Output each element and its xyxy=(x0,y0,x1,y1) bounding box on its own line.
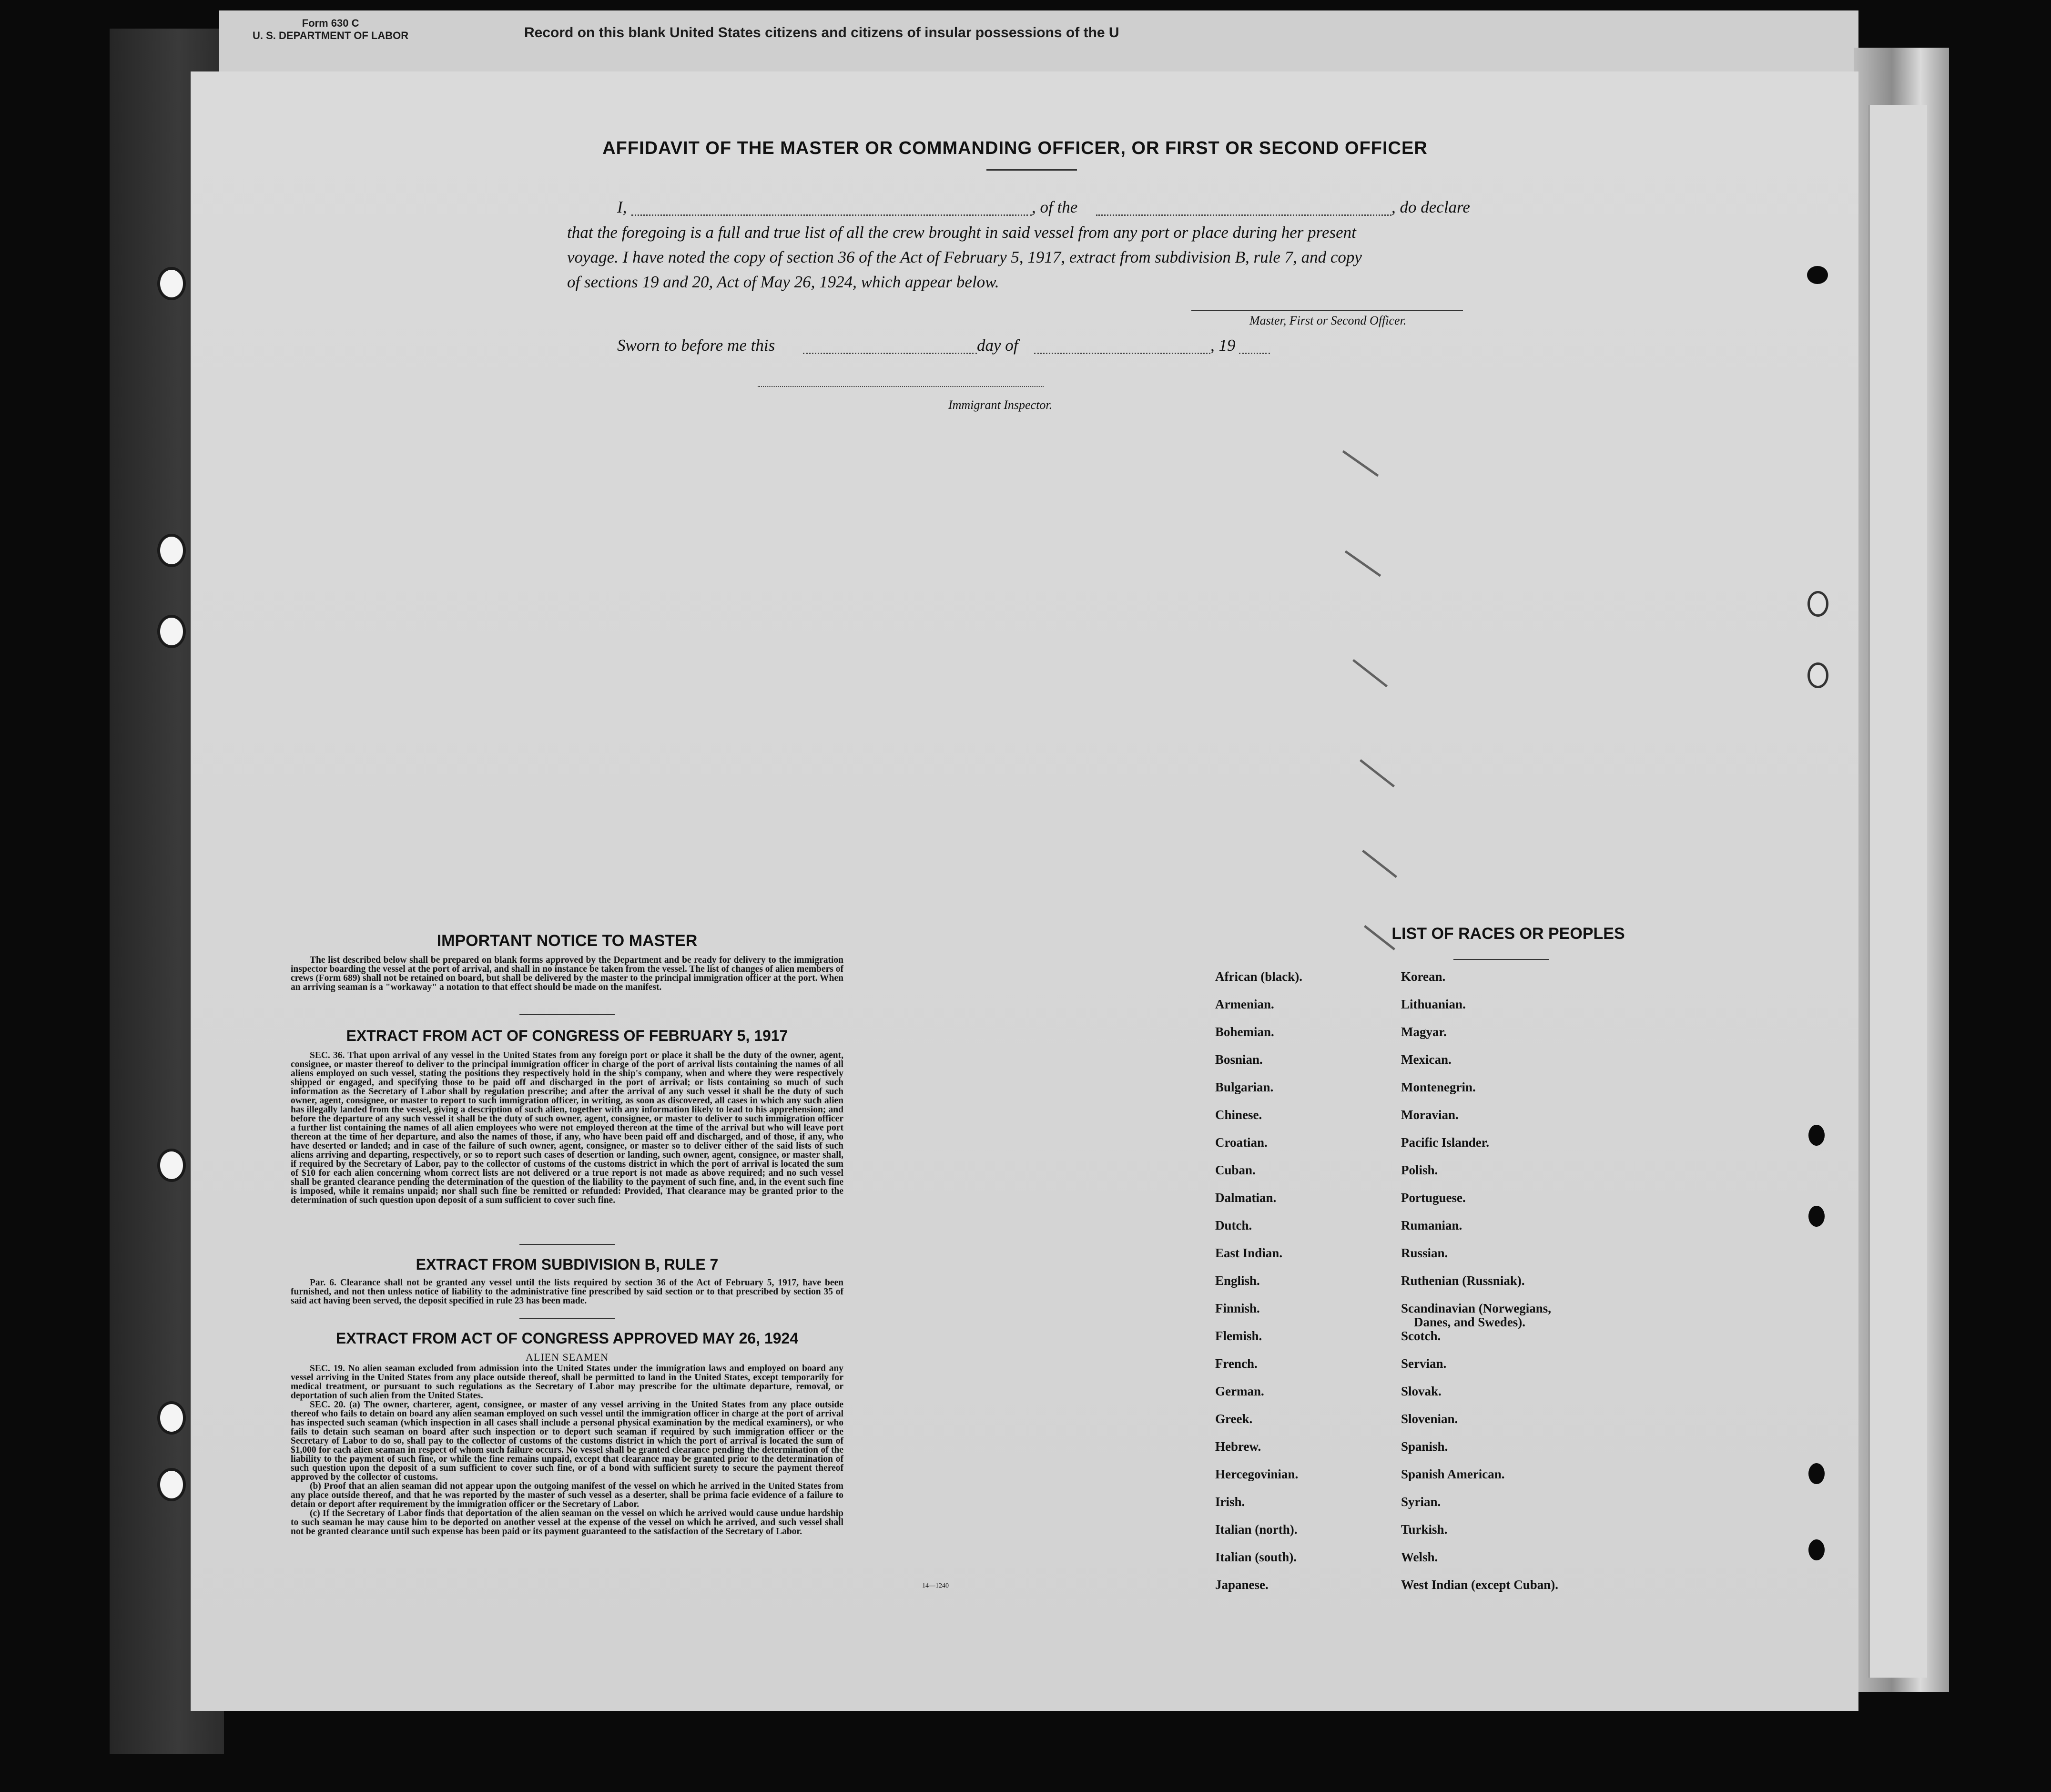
race-item: Russian. xyxy=(1401,1246,1448,1260)
punch-hole xyxy=(1808,1206,1825,1227)
race-item: Bulgarian. xyxy=(1215,1080,1274,1094)
extract-1924-title: EXTRACT FROM ACT OF CONGRESS APPROVED MAY 26, 1924 xyxy=(335,1330,799,1347)
punch-hole xyxy=(1808,1463,1825,1484)
race-item: Syrian. xyxy=(1401,1495,1441,1509)
extract-rule7-title: EXTRACT FROM SUBDIVISION B, RULE 7 xyxy=(416,1256,719,1273)
race-item: Korean. xyxy=(1401,969,1446,984)
master-signature-line xyxy=(1191,310,1463,311)
extract-rule7-text xyxy=(291,1278,843,1305)
affidavit-line-4: of sections 19 and 20, Act of May 26, 1924, which appear below. xyxy=(567,273,999,291)
races-title: LIST OF RACES OR PEOPLES xyxy=(1391,925,1625,943)
punch-hole xyxy=(1807,591,1828,617)
ditto-mark xyxy=(1345,550,1381,577)
affidavit-line-2: that the foregoing is a full and true list of all the crew brought in said vessel from any port or place during her present xyxy=(567,223,1356,242)
notice-title: IMPORTANT NOTICE TO MASTER xyxy=(437,932,698,950)
race-item: Welsh. xyxy=(1401,1550,1438,1564)
race-item: Lithuanian. xyxy=(1401,997,1466,1011)
race-item: Spanish. xyxy=(1401,1439,1448,1454)
race-item: Rumanian. xyxy=(1401,1218,1462,1232)
punch-hole xyxy=(1808,1125,1825,1146)
race-item: German. xyxy=(1215,1384,1264,1398)
race-item: Chinese. xyxy=(1215,1108,1262,1122)
race-item: Dalmatian. xyxy=(1215,1191,1277,1205)
races-right-column xyxy=(1401,970,1735,1606)
race-item: Bohemian. xyxy=(1215,1025,1274,1039)
race-item: Finnish. xyxy=(1215,1301,1260,1315)
binder-hole xyxy=(157,267,186,300)
race-item: Flemish. xyxy=(1215,1329,1262,1343)
affidavit-title: AFFIDAVIT OF THE MASTER OR COMMANDING OFFICER, OR FIRST OR SECOND OFFICER xyxy=(602,138,1428,158)
binder-hole xyxy=(157,1149,186,1182)
section-19-paragraph: SEC. 19. No alien seaman excluded from admission into the United States under the immigration laws and employed on board any vessel arriving in the United States from any place outside thereof, shall be permitted to land in the United States, except temporarily for medical treatment, or pursuant to such regulations as the Secretary of Labor may prescribe for the ultimate departure, removal, or deportation of such alien from the United States. xyxy=(291,1364,843,1401)
ditto-mark xyxy=(1352,659,1388,687)
binder-hole xyxy=(157,1401,186,1435)
affidavit-line-3: voyage. I have noted the copy of section 36 of the Act of February 5, 1917, extract from subdivision B, rule 7, and copy xyxy=(567,248,1362,266)
notice-paragraph: The list described below shall be prepared on blank forms approved by the Department and be ready for delivery to the immigration inspector boarding the vessel at the port of arrival, and shall in no instance be taken from the vessel. The list of changes of alien members of crews (Form 689) shall not be retained on board, but shall be delivered by the master to the principal immigration officer at the port. When an arriving seaman is a "workaway" a notation to that effect should be made on the manifest. xyxy=(291,955,843,992)
race-item: Cuban. xyxy=(1215,1163,1256,1177)
races-title-underline xyxy=(1453,959,1549,960)
month-blank xyxy=(1034,353,1210,354)
section-divider xyxy=(519,1318,615,1319)
affidavit-page xyxy=(191,71,1858,1711)
title-underline xyxy=(986,169,1077,171)
sworn-day-blank xyxy=(803,353,977,354)
section-divider xyxy=(519,1014,615,1015)
race-item: English. xyxy=(1215,1273,1260,1288)
ditto-mark xyxy=(1362,850,1397,878)
race-item: Greek. xyxy=(1215,1412,1253,1426)
race-item: Japanese. xyxy=(1215,1578,1269,1592)
vessel-blank-line xyxy=(1096,214,1391,216)
ditto-mark xyxy=(1360,759,1395,787)
affidavit-of-the: , of the xyxy=(1032,198,1078,216)
binder-hole xyxy=(157,534,186,567)
race-item: Polish. xyxy=(1401,1163,1438,1177)
race-item: Slovenian. xyxy=(1401,1412,1458,1426)
binder-hole xyxy=(157,615,186,648)
affidavit-do-declare: , do declare xyxy=(1391,198,1470,216)
race-item: East Indian. xyxy=(1215,1246,1283,1260)
race-item: Servian. xyxy=(1401,1356,1447,1371)
race-item: Irish. xyxy=(1215,1495,1245,1509)
punch-hole xyxy=(1807,266,1828,284)
race-item: Slovak. xyxy=(1401,1384,1442,1398)
form-department: U. S. DEPARTMENT OF LABOR xyxy=(253,30,409,41)
section-36-paragraph: SEC. 36. That upon arrival of any vessel in the United States from any foreign port or place it shall be the duty of the owner, agent, consignee, or master thereof to deliver to the principal immigration officer in charge of the port of arrival lists containing the names of all aliens employed on such vessel, stating the positions they respectively hold in the ship's company, when and where they were respectively shipped or engaged, and specifying those to be paid off and discharged in the port of arrival; or lists containing so much of such information as the Secretary of Labor shall by regulation prescribe; and after the arrival of any such vessel it shall be the duty of such owner, agent, consignee, or master to report to such immigration officer, in writing, as soon as discovered, all cases in which any such alien has illegally landed from the vessel, giving a description of such alien, together with any information likely to lead to his apprehension; and before the departure of any such vessel it shall be the duty of such owner, agent, consignee, or master to deliver to such immigration officer a further list containing the names of all alien employees who were not employed thereon at the time of the arrival but who will leave port thereon at the time of her departure, and also the names of those, if any, who have been paid off and discharged, and of those, if any, who have deserted or landed; and in case of the failure of such owner, agent, consignee, or master so to deliver either of the said lists of such aliens arriving and departing, respectively, or so to report such cases of desertion or landing, such owner, agent, consignee, or master shall, if required by the Secretary of Labor, pay to the collector of customs of the customs district in which the port of arrival is located the sum of $10 for each alien concerning whom correct lists are not delivered or a true report is not made as above required; and no such vessel shall be granted clearance pending the determination of the question of the liability to the payment of such fine, and, in the event such fine is imposed, while it remains unpaid; nor shall such fine be remitted or refunded: Provided, That clearance may be granted prior to the determination of such question upon deposit of a sum sufficient to cover such fine. xyxy=(291,1050,843,1205)
extract-1924-text xyxy=(291,1364,843,1536)
race-item: Montenegrin. xyxy=(1401,1080,1476,1094)
inspector-caption: Immigrant Inspector. xyxy=(948,398,1053,412)
race-item: Bosnian. xyxy=(1215,1052,1263,1067)
race-item: French. xyxy=(1215,1356,1258,1371)
master-signature-caption: Master, First or Second Officer. xyxy=(1249,314,1407,327)
notice-text xyxy=(291,956,843,992)
binder-hole xyxy=(157,1468,186,1501)
race-item: Mexican. xyxy=(1401,1052,1452,1067)
race-item: Scotch. xyxy=(1401,1329,1441,1343)
punch-hole xyxy=(1808,1539,1825,1560)
sworn-label: Sworn to before me this xyxy=(617,336,775,355)
extract-1917-text xyxy=(291,1051,843,1205)
race-item: Scandinavian (Norwegians, Danes, and Swedes). xyxy=(1401,1301,1552,1329)
print-code: 14—1240 xyxy=(922,1582,949,1589)
race-item: Armenian. xyxy=(1215,997,1274,1011)
race-item: Croatian. xyxy=(1215,1135,1268,1150)
punch-hole xyxy=(1807,662,1828,688)
race-item: Italian (north). xyxy=(1215,1522,1298,1537)
year-blank xyxy=(1239,353,1270,354)
form-number: Form 630 C xyxy=(302,17,359,29)
inspector-signature-line xyxy=(758,386,1044,387)
alien-seamen-subtitle: ALIEN SEAMEN xyxy=(526,1351,609,1363)
form-number-block xyxy=(253,17,408,42)
section-20c-paragraph: (c) If the Secretary of Labor finds that deportation of the alien seaman on the vessel on which he arrived would cause undue hardship to such seaman he may cause him to be deported on another vessel at the expense of the vessel on which he arrived, and such vessel shall not be granted clearance until such expense has been paid or its payment guaranteed to the satisfaction of the Secretary of Labor. xyxy=(291,1508,843,1537)
affidavit-i: I, xyxy=(617,198,627,216)
ditto-mark xyxy=(1342,450,1379,477)
extract-1917-title: EXTRACT FROM ACT OF CONGRESS OF FEBRUARY 5, 1917 xyxy=(346,1027,788,1044)
race-item: Hebrew. xyxy=(1215,1439,1261,1454)
race-item: Ruthenian (Russniak). xyxy=(1401,1273,1525,1288)
race-item: Dutch. xyxy=(1215,1218,1252,1232)
race-item: West Indian (except Cuban). xyxy=(1401,1578,1559,1592)
form-record-text: Record on this blank United States citizens and citizens of insular possessions of the U xyxy=(524,25,1119,41)
race-item: Pacific Islander. xyxy=(1401,1135,1489,1150)
race-item: Portuguese. xyxy=(1401,1191,1466,1205)
name-blank-line xyxy=(631,214,1032,216)
stacked-page-edge-inner xyxy=(1868,105,1927,1678)
race-item: Spanish American. xyxy=(1401,1467,1505,1481)
race-item: Turkish. xyxy=(1401,1522,1448,1537)
section-20a-paragraph: SEC. 20. (a) The owner, charterer, agent, consignee, or master of any vessel arriving in the United States from any place outside thereof who fails to detain on board any alien seaman employed on such vessel until the immigration officer in charge at the port of arrival has inspected such seaman (which inspection in all cases shall include a personal physical examination by the medical examiners), or who fails to detain such seaman on board after such inspection or to deport such seaman if required by such immigration officer or the Secretary of Labor to do so, shall pay to the collector of customs of the customs district in which the port of arrival is located the sum of $1,000 for each alien seaman in respect of whom such failure occurs. No vessel shall be granted clearance pending the determination of the liability to the payment of such fine, or while the fine remains unpaid, except that clearance may be granted prior to the determination of such question upon the deposit of a sum sufficient to cover such fine, or of a bond with sufficient surety to secure the payment thereof approved by the collector of customs. xyxy=(291,1400,843,1482)
year-label: , 19 xyxy=(1210,336,1236,355)
race-item: Moravian. xyxy=(1401,1108,1459,1122)
par6-paragraph: Par. 6. Clearance shall not be granted any vessel until the lists required by section 36 of the Act of February 5, 1917, have been furnished, and not then unless notice of liability to the administrative fine prescribed by said section or to that prescribed by section 35 of said act having been served, the deposit specified in rule 23 has been made. xyxy=(291,1278,843,1306)
section-20b-paragraph: (b) Proof that an alien seaman did not appear upon the outgoing manifest of the vessel on which he arrived in the United States from any place outside thereof, and that he was reported by the master of such vessel as a deserter, shall be prima facie evidence of a failure to detain or deport after requirement by the immigration officer or the Secretary of Labor. xyxy=(291,1481,843,1509)
race-item: African (black). xyxy=(1215,969,1302,984)
race-item: Italian (south). xyxy=(1215,1550,1297,1564)
race-item: Magyar. xyxy=(1401,1025,1447,1039)
section-divider xyxy=(519,1244,615,1245)
day-of-label: day of xyxy=(977,336,1018,355)
race-item: Hercegovinian. xyxy=(1215,1467,1299,1481)
